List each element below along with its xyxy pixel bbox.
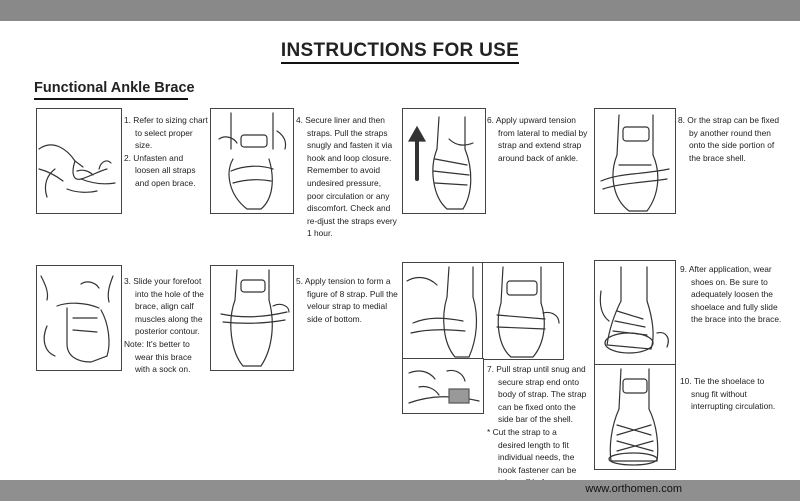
top-bar: [0, 0, 800, 21]
product-name: Functional Ankle Brace: [34, 80, 195, 96]
step-4-illustration: [210, 108, 294, 214]
page-title: INSTRUCTIONS FOR USE: [0, 40, 800, 62]
step-9-illustration: [594, 260, 676, 366]
step-3-illustration: [36, 265, 122, 371]
product-name-underline: [34, 98, 188, 100]
step-5-illustration: [210, 265, 294, 371]
step-1-illustration: [36, 108, 122, 214]
step-9-text: 9. After application, wear shoes on. Be sure to adequately loosen the shoelace and fully slide the brace into the brace.: [680, 264, 782, 325]
footer-website: www.orthomen.com: [585, 483, 682, 495]
step-10-illustration: [594, 364, 676, 470]
step-8-text: 8. Or the strap can be fixed by another round then onto the side portion of the brace shell.: [678, 115, 780, 163]
step-6-text: 6. Apply upward tension from lateral to medial by strap and extend strap around back of ankle.: [487, 115, 588, 163]
step-4-text: 4. Secure liner and then straps. Pull the straps snugly and fasten it via hook and loop closure. Remember to avoid undesired pressure, poor circulation or any discomfort. Check and re-djust the straps every 1 hour.: [296, 115, 397, 239]
step-5-text: 5. Apply tension to form a figure of 8 strap. Pull the velour strap to medial side of bottom.: [296, 276, 398, 324]
step-8-illustration: [594, 108, 676, 214]
step-6-illustration: [402, 108, 486, 214]
step-7b-illustration: [482, 262, 564, 360]
step-7a-illustration: [402, 262, 484, 360]
step-10-text: 10. Tie the shoelace to snug fit without interrupting circulation.: [680, 376, 776, 412]
step-7c-illustration: [402, 358, 484, 414]
step-7-text: 7. Pull strap until snug and secure strap end onto body of strap. The strap can be fixed onto the side bar of the shell. * Cut the strap to a desired length to fit individual needs, the hook fastener can be: [487, 364, 587, 475]
step-1-2-text: 1. Refer to sizing chart to select proper size. 2. Unfasten and loosen all straps and open brace.: [124, 115, 208, 188]
step-3-text: 3. Slide your forefoot into the hole of the brace, align calf muscles along the posterior contour. Note: It's better to wear this brace with a sock on.: [124, 276, 204, 375]
